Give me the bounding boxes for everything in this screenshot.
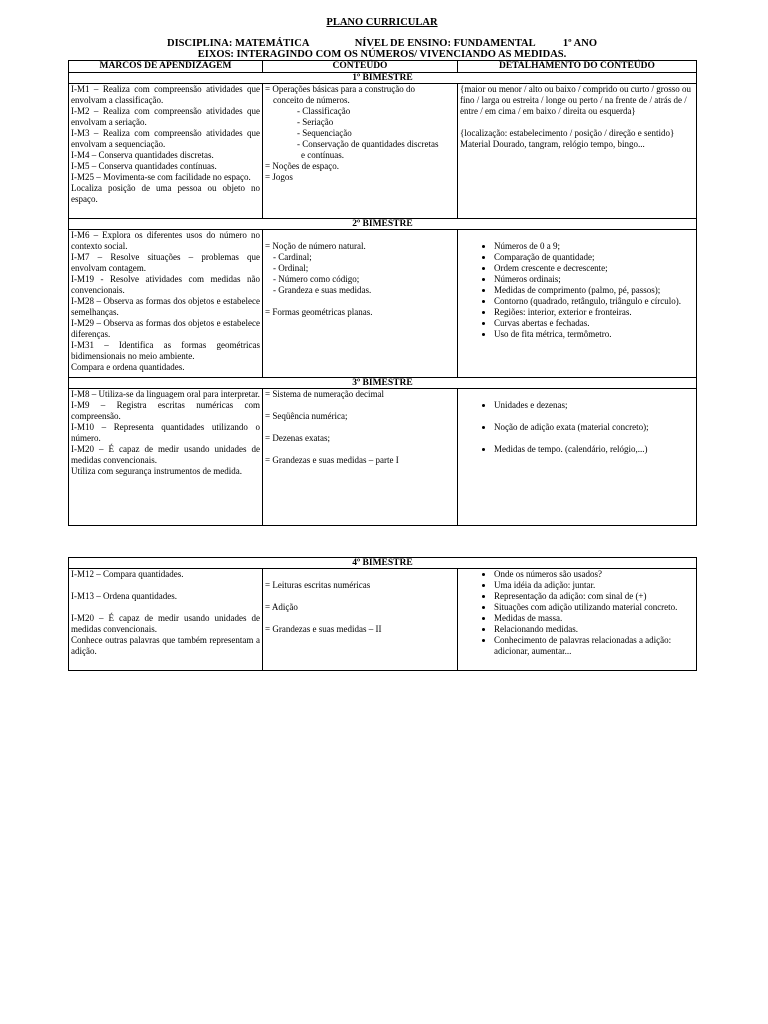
b2-detalhe-item: • Comparação de quantidade;: [494, 252, 694, 263]
b1-conteudo-item: = Operações básicas para a construção do: [265, 84, 416, 94]
col-header-detalhamento: DETALHAMENTO DO CONTEÚDO: [458, 61, 697, 73]
b2-marco: I-M29 – Observa as formas dos objetos e estabelece diferenças.: [71, 318, 260, 339]
b2-conteudo-cell: [263, 230, 458, 378]
b2-marco: I-M6 – Explora os diferentes usos do número no contexto social.: [71, 230, 260, 251]
b4-detalhe-list: [460, 569, 694, 657]
column-headers: [69, 61, 697, 73]
b3-marco: I-M9 – Registra escritas numéricas com compreensão.: [71, 400, 260, 421]
b4-conteudo-item: = Leituras escritas numéricas: [265, 580, 371, 590]
col-header-conteudo: CONTEÚDO: [263, 61, 458, 73]
b1-conteudo-item: conceito de números.: [273, 95, 350, 105]
b4-conteudo-cell: [263, 569, 458, 671]
bimestre-4-label: 4º BIMESTRE: [69, 558, 697, 569]
b4-detalhe-item: • Representação da adição: com sinal de (+): [494, 591, 694, 602]
b3-detalhe-list: [460, 422, 694, 433]
b2-conteudo-sub: - Grandeza e suas medidas.: [273, 285, 372, 295]
b2-detalhe-item: • Uso de fita métrica, termômetro.: [494, 329, 694, 340]
b3-marco: I-M10 – Representa quantidades utilizando o número.: [71, 422, 260, 443]
b3-detalhe-item: • Noção de adição exata (material concreto);: [494, 422, 694, 433]
b4-conteudo-item: = Grandezas e suas medidas – II: [265, 624, 382, 634]
b3-conteudo-item: = Grandezas e suas medidas – parte I: [265, 455, 399, 465]
b3-conteudo-item: = Dezenas exatas;: [265, 433, 331, 443]
b3-detalhe-cell: [458, 389, 697, 526]
ano-label: 1º ANO: [562, 38, 597, 49]
b2-marco: I-M19 - Resolve atividades com medidas não convencionais.: [71, 274, 260, 295]
b4-marco: I-M13 – Ordena quantidades.: [71, 591, 177, 601]
b2-marco: I-M31 – Identifica as formas geométricas bidimensionais no meio ambiente.: [71, 340, 260, 361]
b1-marco: I-M3 – Realiza com compreensão atividades que envolvam a sequenciação.: [71, 128, 260, 149]
bimestre-2-content: [69, 230, 697, 378]
b1-conteudo-item: = Jogos: [265, 172, 293, 182]
b2-marco: I-M28 – Observa as formas dos objetos e estabelece semelhanças.: [71, 296, 260, 317]
page-title: PLANO CURRICULAR: [326, 17, 438, 28]
curriculum-table: [68, 60, 697, 526]
b3-conteudo-cell: [263, 389, 458, 526]
b2-detalhe-item: • Números ordinais;: [494, 274, 694, 285]
b2-detalhe-item: • Ordem crescente e decrescente;: [494, 263, 694, 274]
b4-marco: I-M12 – Compara quantidades.: [71, 569, 184, 579]
b3-marco: I-M8 – Utiliza-se da linguagem oral para interpretar.: [71, 389, 260, 399]
b1-marco: Localiza posição de uma pessoa ou objeto no espaço.: [71, 183, 260, 204]
bimestre-1-label: 1º BIMESTRE: [69, 73, 697, 84]
b2-conteudo-sub: - Ordinal;: [273, 263, 309, 273]
b1-marco: I-M2 – Realiza com compreensão atividades que envolvam a seriação.: [71, 106, 260, 127]
b2-marco: Compara e ordena quantidades.: [71, 362, 185, 372]
disciplina-label: DISCIPLINA: MATEMÁTICA: [167, 38, 310, 49]
b2-detalhe-list: [460, 241, 694, 340]
b2-conteudo-item: = Noção de número natural.: [265, 241, 366, 251]
bimestre-2-row: [69, 219, 697, 230]
b3-marco: Utiliza com segurança instrumentos de medida.: [71, 466, 242, 476]
b4-detalhe-cell: [458, 569, 697, 671]
eixos-label: EIXOS: INTERAGINDO COM OS NÚMEROS/ VIVENCIANDO AS MEDIDAS.: [197, 49, 567, 60]
bimestre-2-label: 2º BIMESTRE: [69, 219, 697, 230]
b3-detalhe-item: • Medidas de tempo. (calendário, relógio,...): [494, 444, 694, 455]
b1-marco: I-M25 – Movimenta-se com facilidade no espaço.: [71, 172, 251, 182]
b3-conteudo-item: = Seqüência numérica;: [265, 411, 348, 421]
b2-conteudo-item: = Formas geométricas planas.: [265, 307, 373, 317]
b2-conteudo-sub: - Número como código;: [273, 274, 360, 284]
bimestre-1-row: [69, 73, 697, 84]
b4-detalhe-item: • Situações com adição utilizando material concreto.: [494, 602, 694, 613]
b3-conteudo-item: = Sistema de numeração decimal: [265, 389, 385, 399]
b1-marcos-cell: [69, 84, 263, 219]
b1-conteudo-sub: - Seriação: [297, 117, 334, 127]
b4-detalhe-item: • Onde os números são usados?: [494, 569, 694, 580]
b1-conteudo-item: = Noções de espaço.: [265, 161, 340, 171]
b1-conteudo-sub: - Conservação de quantidades discretas: [297, 139, 439, 149]
b1-conteudo-sub: e contínuas.: [301, 150, 344, 160]
b2-detalhe-item: • Curvas abertas e fechadas.: [494, 318, 694, 329]
bimestre-4-row: [69, 558, 697, 569]
b2-detalhe-item: • Medidas de comprimento (palmo, pé, passos);: [494, 285, 694, 296]
nivel-label: NÍVEL DE ENSINO: FUNDAMENTAL: [354, 38, 536, 49]
b4-conteudo-item: = Adição: [265, 602, 298, 612]
b2-conteudo-sub: - Cardinal;: [273, 252, 312, 262]
b1-detalhe: Material Dourado, tangram, relógio tempo, bingo...: [460, 139, 645, 149]
b2-marco: I-M7 – Resolve situações – problemas que envolvam contagem.: [71, 252, 260, 273]
b1-detalhe-cell: [458, 84, 697, 219]
b2-detalhe-item: • Contorno (quadrado, retângulo, triângulo e círculo).: [494, 296, 694, 307]
b4-marcos-cell: [69, 569, 263, 671]
b4-detalhe-item: • Conhecimento de palavras relacionadas a adição: adicionar, aumentar...: [494, 635, 694, 657]
b3-detalhe-list: [460, 444, 694, 455]
b1-conteudo-sub: - Classificação: [297, 106, 351, 116]
bimestre-3-label: 3º BIMESTRE: [69, 378, 697, 389]
b3-detalhe-list: [460, 400, 694, 411]
b2-detalhe-cell: [458, 230, 697, 378]
b1-marco: I-M4 – Conserva quantidades discretas.: [71, 150, 214, 160]
b2-marcos-cell: [69, 230, 263, 378]
b3-marcos-cell: [69, 389, 263, 526]
bimestre-4-content: [69, 569, 697, 671]
b1-detalhe: {localização: estabelecimento / posição / direção e sentido}: [460, 128, 675, 138]
bimestre-3-row: [69, 378, 697, 389]
b4-marco: Conhece outras palavras que também representam a adição.: [71, 635, 260, 656]
b4-detalhe-item: • Relacionando medidas.: [494, 624, 694, 635]
b1-marco: I-M1 – Realiza com compreensão atividades que envolvam a classificação.: [71, 84, 260, 105]
b4-detalhe-item: • Medidas de massa.: [494, 613, 694, 624]
col-header-marcos: MARCOS DE APENDIZAGEM: [69, 61, 263, 73]
curriculum-table-b4: [68, 557, 697, 671]
b3-marco: I-M20 – É capaz de medir usando unidades de medidas convencionais.: [71, 444, 260, 465]
b2-detalhe-item: • Regiões: interior, exterior e fronteiras.: [494, 307, 694, 318]
b1-marco: I-M5 – Conserva quantidades contínuas.: [71, 161, 217, 171]
bimestre-1-content: [69, 84, 697, 219]
b1-detalhe: {maior ou menor / alto ou baixo / comprido ou curto / grosso ou fino / larga ou estreita / longe ou perto / na frente de / atrás de / entre / em cima / em baixo / direita ou esquerda}: [460, 84, 692, 116]
b1-conteudo-sub: - Sequenciação: [297, 128, 352, 138]
b2-detalhe-item: • Números de 0 a 9;: [494, 241, 694, 252]
b4-marco: I-M20 – É capaz de medir usando unidades de medidas convencionais.: [71, 613, 260, 634]
b1-conteudo-cell: [263, 84, 458, 219]
b4-detalhe-item: • Uma idéia da adição: juntar.: [494, 580, 694, 591]
bimestre-3-content: [69, 389, 697, 526]
b3-detalhe-item: • Unidades e dezenas;: [494, 400, 694, 411]
